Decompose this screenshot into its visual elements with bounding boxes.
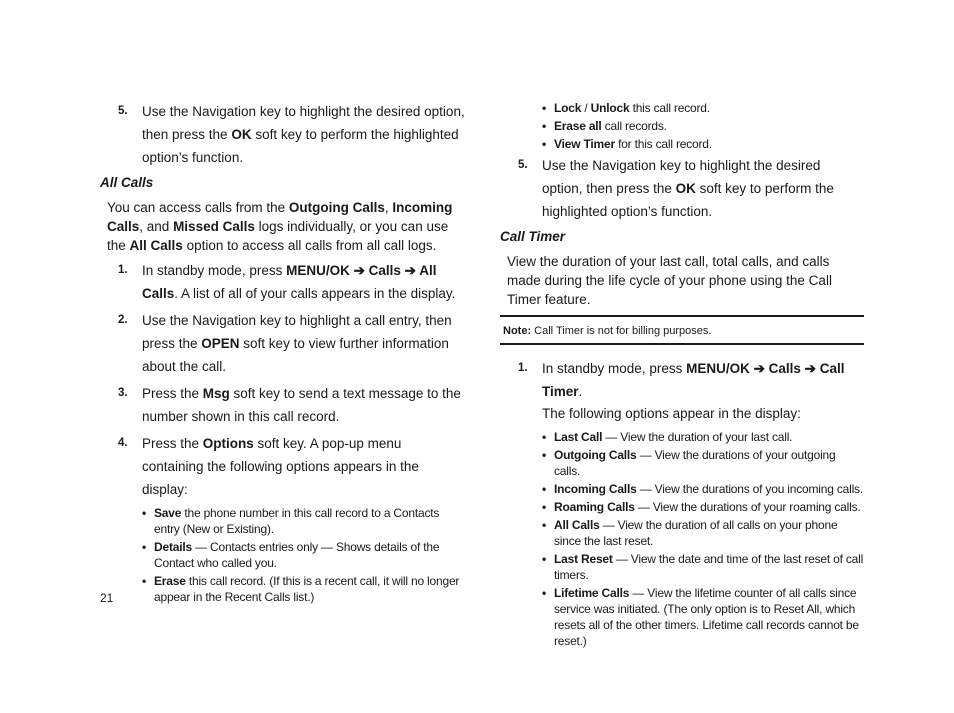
all-calls-heading: All Calls [100,175,154,190]
right-step-5: 5. Use the Navigation key to highlight the desired option, then press the OK soft key to perform the highlighted option’s function. [500,154,864,223]
note-label: Note: [503,325,532,337]
list-item: • View Timer for this call record. [542,136,864,152]
list-item: • Save the phone number in this call record to a Contacts entry (New or Existing). [142,505,465,537]
ok-key-label: OK [231,127,252,142]
left-step-1: 1. In standby mode, press MENU/OK ➔ Calls ➔ All Calls. A list of all of your calls appears in the display. [100,259,465,305]
list-item: • Details — Contacts entries only — Shows details of the Contact who called you. [142,539,465,571]
right-step-1: 1. In standby mode, press MENU/OK ➔ Calls ➔ Call Timer. [500,357,864,403]
timer-options-list [500,429,864,649]
step-number: 5. [518,159,528,171]
left-step-5: 5. Use the Navigation key to highlight the desired option, then press the OK soft key to perform the highlighted option’s function. [100,100,465,169]
step-number: 3. [118,387,128,399]
step-number: 1. [518,362,528,374]
list-item: • All Calls — View the duration of all calls on your phone since the last reset. [542,517,864,549]
note-text: Call Timer is not for billing purposes. [531,325,712,337]
list-item: • Lifetime Calls — View the lifetime counter of all calls since service was initiated. (The only option is to Reset All, which resets all of the other timers. Lifetime call records cannot be reset.) [542,585,864,649]
right-column [500,100,864,651]
step-number: 5. [118,105,128,117]
left-step-3: 3. Press the Msg soft key to send a text message to the number shown in this call record. [100,382,465,428]
list-item: • Erase this call record. (If this is a recent call, it will no longer appear in the Recent Calls list.) [142,573,465,605]
page-number: 21 [100,591,114,605]
list-item: • Lock / Unlock this call record. [542,100,864,116]
list-item: • Outgoing Calls — View the durations of your outgoing calls. [542,447,864,479]
note-box [500,315,864,345]
step-number: 4. [118,437,128,449]
list-item: • Last Reset — View the date and time of the last reset of call timers. [542,551,864,583]
options-bullet-list [100,505,465,605]
step-number: 1. [118,264,128,276]
call-timer-intro: View the duration of your last call, total calls, and calls made during the life cycle of your phone using the Call Timer feature. [507,254,832,307]
options-bullet-list-continued [500,100,864,152]
list-item: • Roaming Calls — View the durations of your roaming calls. [542,499,864,515]
left-step-4: 4. Press the Options soft key. A pop-up menu containing the following options appears in the display: [100,432,465,501]
left-column [100,100,465,607]
step-number: 2. [118,314,128,326]
all-calls-intro: You can access calls from the Outgoing Calls, Incoming Calls, and Missed Calls logs individually, or you can use the All Calls option to access all calls from all call logs. [107,200,453,253]
step-1-subtext: The following options appear in the display: [542,406,801,421]
list-item: • Incoming Calls — View the durations of you incoming calls. [542,481,864,497]
call-timer-heading: Call Timer [500,229,566,244]
left-step-2: 2. Use the Navigation key to highlight a call entry, then press the OPEN soft key to view further information about the call. [100,309,465,378]
list-item: • Last Call — View the duration of your last call. [542,429,864,445]
list-item: • Erase all call records. [542,118,864,134]
